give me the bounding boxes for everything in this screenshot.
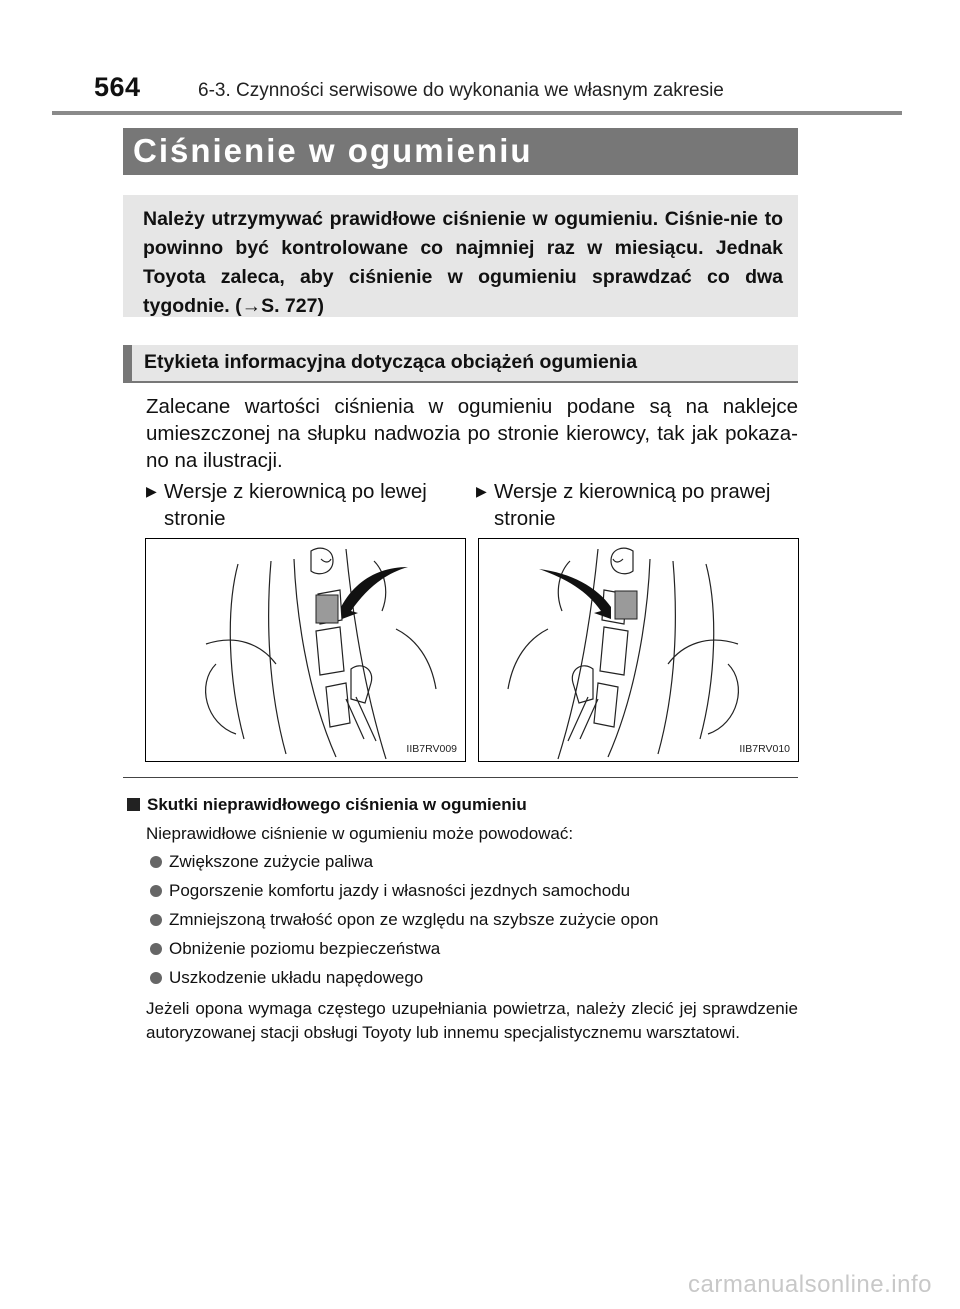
list-item-text: Obniżenie poziomu bezpieczeństwa xyxy=(169,939,441,958)
effects-heading xyxy=(127,795,527,815)
watermark: carmanualsonline.info xyxy=(688,1271,932,1298)
effects-closing: Jeżeli opona wymaga częstego uzupełniania powietrza, należy zlecić jej sprawdzenie autoryzowanej stacji obsługi Toyoty lub innemu specjalistycznemu warsztatowi. xyxy=(146,999,798,1042)
list-item-text: Uszkodzenie układu napędowego xyxy=(169,968,424,987)
list-item xyxy=(150,879,630,903)
page-title-bar xyxy=(123,128,798,175)
door-pillar-illustration xyxy=(479,539,798,761)
list-item xyxy=(150,908,658,932)
variant-right-label: Wersje z kierownicą po prawej stronie xyxy=(494,480,771,530)
triangle-right-icon: ▶ xyxy=(146,483,157,499)
list-item xyxy=(150,937,440,961)
section-heading-bar xyxy=(123,345,798,383)
section-accent xyxy=(123,345,132,381)
intro-box xyxy=(123,195,798,317)
page-number: 564 xyxy=(94,72,141,102)
section-paragraph: Zalecane wartości ciśnienia w ogumieniu podane są na naklejce umieszczonej na słupku nadwozia po stronie kierowcy, tak jak pokaza-no na ilustracji. xyxy=(146,395,798,472)
figure-left-hand-drive xyxy=(145,538,466,762)
circle-bullet-icon xyxy=(150,972,162,984)
variant-right xyxy=(476,478,786,532)
page-title: Ciśnienie w ogumieniu xyxy=(133,132,533,169)
effects-lead: Nieprawidłowe ciśnienie w ogumieniu może powodować: xyxy=(146,824,574,843)
circle-bullet-icon xyxy=(150,856,162,868)
square-bullet-icon xyxy=(127,798,140,811)
list-item-text: Zwiększone zużycie paliwa xyxy=(169,852,374,871)
variant-left-label: Wersje z kierownicą po lewej stronie xyxy=(164,480,427,530)
list-item-text: Pogorszenie komfortu jazdy i własności jezdnych samochodu xyxy=(169,881,631,900)
circle-bullet-icon xyxy=(150,885,162,897)
list-item xyxy=(150,850,373,874)
circle-bullet-icon xyxy=(150,943,162,955)
list-item-text: Zmniejszoną trwałość opon ze względu na szybsze zużycie opon xyxy=(169,910,659,929)
running-head: 6-3. Czynności serwisowe do wykonania we własnym zakresie xyxy=(198,80,724,101)
triangle-right-icon: ▶ xyxy=(476,483,487,499)
divider xyxy=(123,777,798,778)
header-rule xyxy=(52,111,902,115)
figure-code: IIB7RV009 xyxy=(406,743,457,755)
intro-text: Należy utrzymywać prawidłowe ciśnienie w ogumieniu. Ciśnie-nie to powinno być kontrolowane co najmniej raz w miesiącu. Jednak Toyota zaleca, aby ciśnienie w ogumieniu sprawdzać co dwa tygodnie. (→S. 727) xyxy=(143,208,783,317)
circle-bullet-icon xyxy=(150,914,162,926)
effects-heading-text: Skutki nieprawidłowego ciśnienia w ogumieniu xyxy=(147,795,527,814)
door-pillar-illustration xyxy=(146,539,465,761)
figure-right-hand-drive xyxy=(478,538,799,762)
variant-left xyxy=(146,478,446,532)
list-item xyxy=(150,966,423,990)
section-heading: Etykieta informacyjna dotycząca obciążeń ogumienia xyxy=(144,351,638,373)
figure-code: IIB7RV010 xyxy=(739,743,790,755)
